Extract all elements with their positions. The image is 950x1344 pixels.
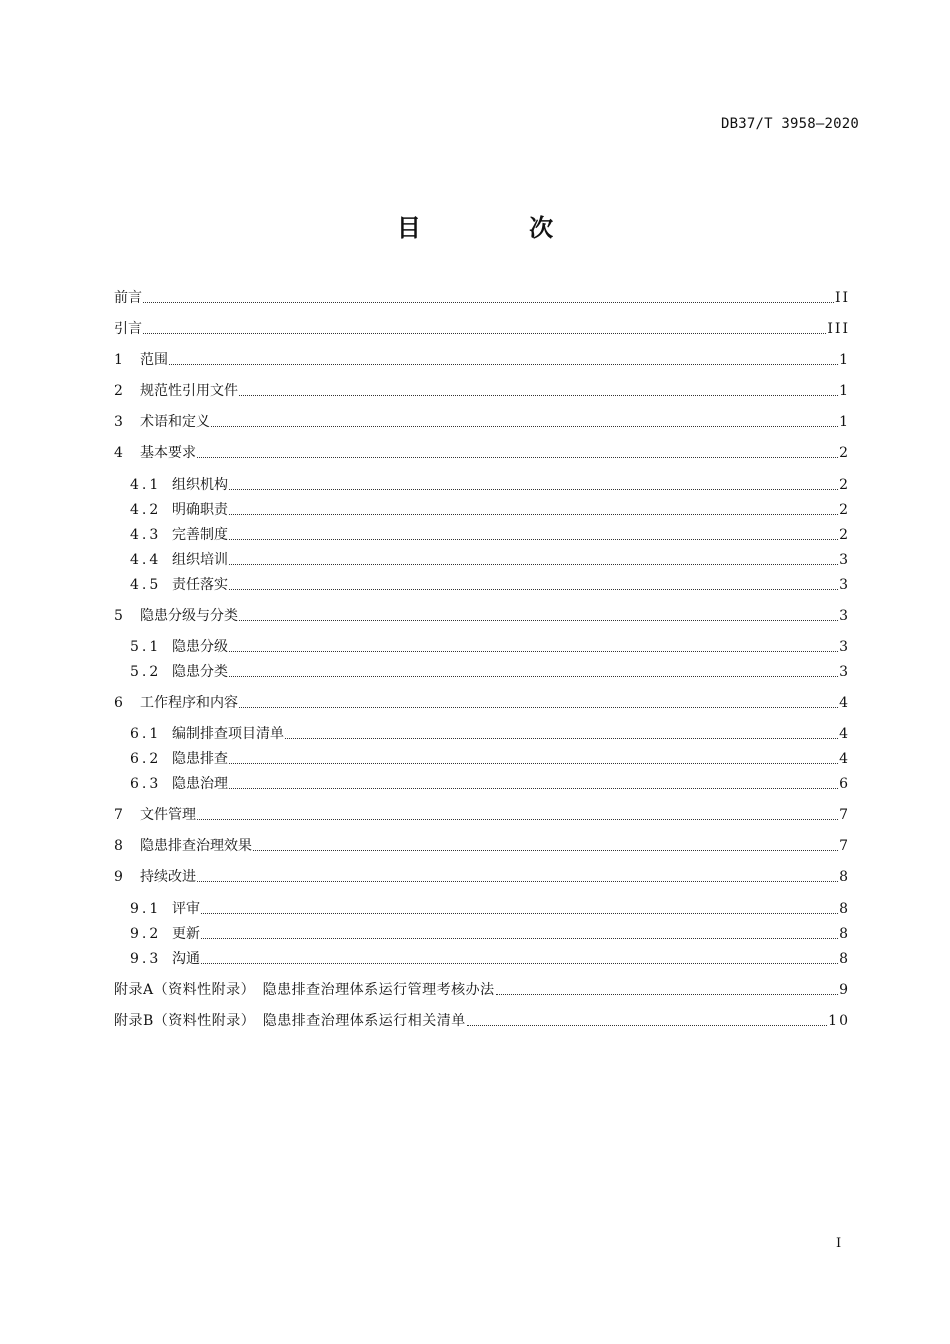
toc-entry[interactable] bbox=[114, 979, 850, 1001]
toc-entry-label: 隐患治理 bbox=[172, 776, 228, 792]
toc-leader-dots bbox=[229, 748, 838, 764]
toc-entry-label: 隐患分类 bbox=[172, 664, 228, 680]
toc-entry-label: 术语和定义 bbox=[140, 414, 210, 430]
toc-entry-label: 编制排查项目清单 bbox=[172, 726, 284, 742]
toc-leader-dots bbox=[239, 605, 838, 621]
toc-leader-dots bbox=[143, 318, 826, 334]
toc-entry-number: 6.1 bbox=[130, 726, 162, 742]
toc-entry[interactable] bbox=[114, 1010, 850, 1032]
toc-leader-dots bbox=[229, 636, 838, 652]
toc-leader-dots bbox=[197, 442, 838, 458]
toc-entry-page: 4 bbox=[839, 695, 850, 711]
toc-entry-page: 1 bbox=[839, 352, 850, 368]
toc-entry-label: 评审 bbox=[172, 901, 200, 917]
toc-entry-page: 8 bbox=[839, 869, 850, 885]
toc-leader-dots bbox=[229, 549, 838, 565]
toc-entry-label: 组织培训 bbox=[172, 552, 228, 568]
toc-entry[interactable] bbox=[114, 318, 850, 340]
toc-entry[interactable] bbox=[130, 773, 850, 795]
toc-entry-number: 4 bbox=[114, 445, 123, 461]
toc-entry-page: 2 bbox=[839, 527, 850, 543]
toc-entry[interactable] bbox=[114, 866, 850, 888]
toc-entry-page: 3 bbox=[839, 664, 850, 680]
toc-entry-page: 3 bbox=[839, 639, 850, 655]
toc-leader-dots bbox=[201, 923, 838, 939]
toc-leader-dots bbox=[229, 773, 838, 789]
toc-leader-dots bbox=[229, 574, 838, 590]
toc-entry[interactable] bbox=[130, 636, 850, 658]
toc-entry-page: 4 bbox=[839, 726, 850, 742]
toc-entry[interactable] bbox=[114, 835, 850, 857]
toc-leader-dots bbox=[239, 380, 838, 396]
toc-title: 目 次 bbox=[396, 214, 604, 242]
toc-entry[interactable] bbox=[130, 574, 850, 596]
toc-leader-dots bbox=[197, 804, 838, 820]
toc-entry-number: 1 bbox=[114, 352, 123, 368]
toc-entry-label: 前言 bbox=[114, 290, 142, 306]
toc-entry[interactable] bbox=[130, 898, 850, 920]
toc-entry[interactable] bbox=[114, 411, 850, 433]
toc-entry-page: 8 bbox=[839, 926, 850, 942]
toc-leader-dots bbox=[201, 898, 838, 914]
toc-entry[interactable] bbox=[130, 748, 850, 770]
toc-entry-page: 9 bbox=[839, 982, 850, 998]
toc-entry-page: 1 bbox=[839, 414, 850, 430]
toc-entry-page: 3 bbox=[839, 577, 850, 593]
toc-entry-number: 2 bbox=[114, 383, 123, 399]
toc-entry-number: 9.3 bbox=[130, 951, 162, 967]
toc-entry[interactable] bbox=[130, 524, 850, 546]
toc-entry[interactable] bbox=[114, 804, 850, 826]
toc-leader-dots bbox=[229, 499, 838, 515]
toc-entry-label: 持续改进 bbox=[140, 869, 196, 885]
toc-entry-number: 5.1 bbox=[130, 639, 162, 655]
toc-entry-page: 2 bbox=[839, 445, 850, 461]
toc-entry[interactable] bbox=[114, 380, 850, 402]
toc-entry-page: 1 bbox=[839, 383, 850, 399]
toc-entry-number: 6.3 bbox=[130, 776, 162, 792]
toc-entry[interactable] bbox=[130, 549, 850, 571]
toc-entry-page: 2 bbox=[839, 502, 850, 518]
toc-leader-dots bbox=[201, 948, 838, 964]
toc-entry[interactable] bbox=[130, 723, 850, 745]
toc-entry-number: 4.1 bbox=[130, 477, 162, 493]
toc-entry-label: 文件管理 bbox=[140, 807, 196, 823]
toc-entry-page: 3 bbox=[839, 552, 850, 568]
toc-entry-page: II bbox=[834, 290, 850, 306]
toc-leader-dots bbox=[285, 723, 838, 739]
toc-entry-number: 6.2 bbox=[130, 751, 162, 767]
toc-entry[interactable] bbox=[114, 605, 850, 627]
toc-entry[interactable] bbox=[130, 923, 850, 945]
toc-entry-page: 10 bbox=[828, 1013, 850, 1029]
toc-entry[interactable] bbox=[130, 499, 850, 521]
toc-leader-dots bbox=[229, 661, 838, 677]
toc-entry-number: 4.3 bbox=[130, 527, 162, 543]
toc-entry-page: 3 bbox=[839, 608, 850, 624]
toc-entry[interactable] bbox=[114, 287, 850, 309]
toc-entry-number: 5 bbox=[114, 608, 123, 624]
toc-entry-label: 责任落实 bbox=[172, 577, 228, 593]
toc-entry[interactable] bbox=[130, 474, 850, 496]
toc-entry-page: 4 bbox=[839, 751, 850, 767]
toc-entry-label: 更新 bbox=[172, 926, 200, 942]
toc-entry-label: 隐患分级 bbox=[172, 639, 228, 655]
toc-entry-label: 引言 bbox=[114, 321, 142, 337]
toc-entry-number: 9.2 bbox=[130, 926, 162, 942]
toc-entry-label: 附录A（资料性附录） 隐患排查治理体系运行管理考核办法 bbox=[114, 982, 495, 998]
toc-leader-dots bbox=[496, 979, 838, 995]
toc-leader-dots bbox=[197, 866, 838, 882]
toc-leader-dots bbox=[169, 349, 838, 365]
toc-leader-dots bbox=[211, 411, 838, 427]
page-number: I bbox=[836, 1236, 842, 1251]
toc-entry-number: 3 bbox=[114, 414, 123, 430]
toc-entry-number: 5.2 bbox=[130, 664, 162, 680]
toc-entry-number: 9.1 bbox=[130, 901, 162, 917]
toc-entry-label: 工作程序和内容 bbox=[140, 695, 238, 711]
toc-entry[interactable] bbox=[130, 948, 850, 970]
toc-entry[interactable] bbox=[114, 442, 850, 464]
toc-entry-label: 组织机构 bbox=[172, 477, 228, 493]
document-code: DB37/T 3958—2020 bbox=[720, 116, 859, 132]
toc-entry-number: 9 bbox=[114, 869, 123, 885]
toc-leader-dots bbox=[467, 1010, 827, 1026]
toc-leader-dots bbox=[229, 474, 838, 490]
toc-leader-dots bbox=[229, 524, 838, 540]
toc-entry-label: 隐患排查 bbox=[172, 751, 228, 767]
toc-entry[interactable] bbox=[114, 349, 850, 371]
toc-entry-label: 明确职责 bbox=[172, 502, 228, 518]
toc-entry-number: 4.5 bbox=[130, 577, 162, 593]
toc-entry-label: 完善制度 bbox=[172, 527, 228, 543]
toc-entry-page: III bbox=[827, 321, 850, 337]
toc-entry-page: 7 bbox=[839, 838, 850, 854]
toc-entry-page: 8 bbox=[839, 951, 850, 967]
toc-leader-dots bbox=[253, 835, 838, 851]
toc-entry-number: 7 bbox=[114, 807, 123, 823]
toc-entry-label: 附录B（资料性附录） 隐患排查治理体系运行相关清单 bbox=[114, 1013, 466, 1029]
toc-entry-label: 规范性引用文件 bbox=[140, 383, 238, 399]
toc-entry-label: 隐患排查治理效果 bbox=[140, 838, 252, 854]
toc-entry-number: 4.4 bbox=[130, 552, 162, 568]
toc-entry[interactable] bbox=[130, 661, 850, 683]
toc-entry-label: 沟通 bbox=[172, 951, 200, 967]
toc-entry-label: 基本要求 bbox=[140, 445, 196, 461]
toc-entry-page: 2 bbox=[839, 477, 850, 493]
toc-entry-number: 8 bbox=[114, 838, 123, 854]
toc-entry-page: 6 bbox=[839, 776, 850, 792]
toc-entry-number: 6 bbox=[114, 695, 123, 711]
toc-leader-dots bbox=[143, 287, 834, 303]
toc-entry-page: 7 bbox=[839, 807, 850, 823]
toc-entry-label: 隐患分级与分类 bbox=[140, 608, 238, 624]
toc-entry-label: 范围 bbox=[140, 352, 168, 368]
toc-entry[interactable] bbox=[114, 692, 850, 714]
toc-entry-page: 8 bbox=[839, 901, 850, 917]
toc-entry-number: 4.2 bbox=[130, 502, 162, 518]
toc-leader-dots bbox=[239, 692, 838, 708]
